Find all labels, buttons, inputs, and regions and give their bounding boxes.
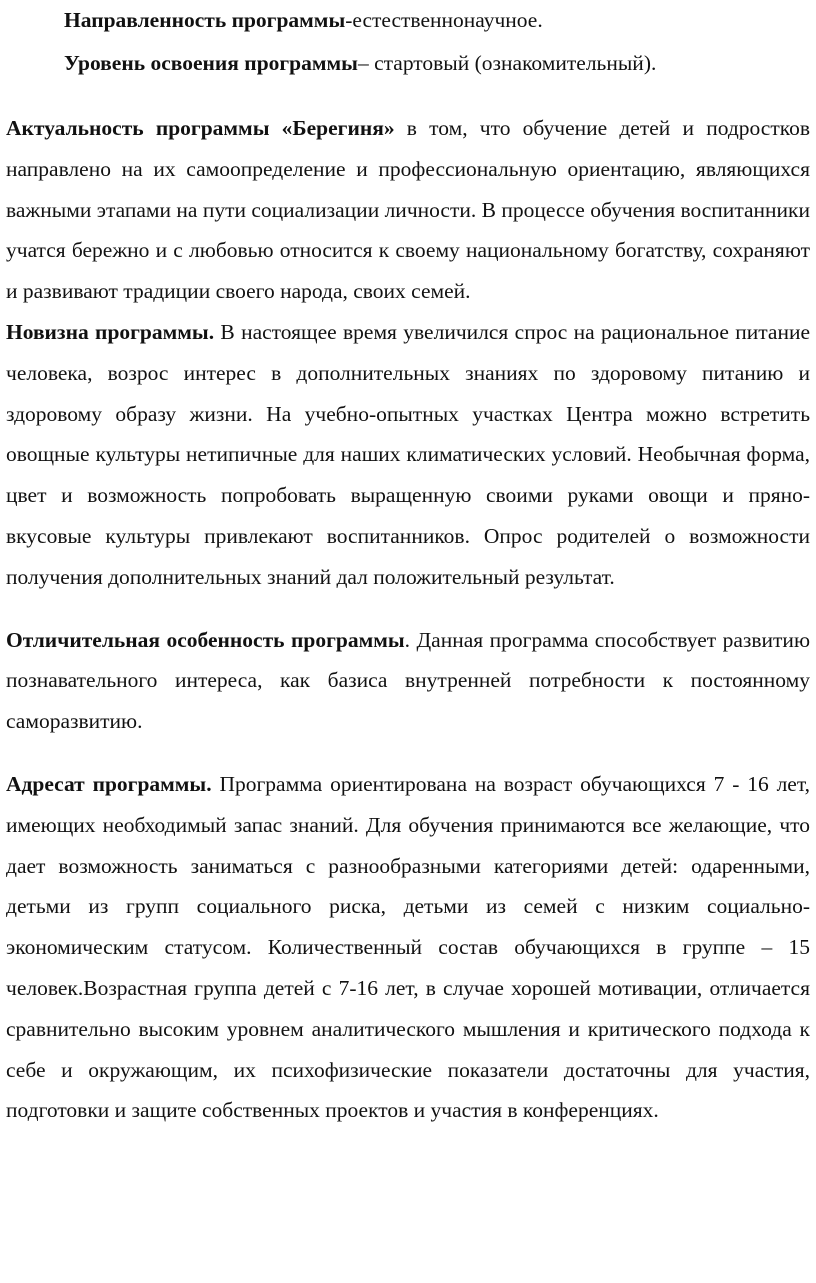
distinctive-feature-label: Отличительная особенность программы (6, 627, 405, 652)
novelty-text: В настоящее время увеличился спрос на рациональное питание человека, возрос интерес в дополнительных знаниях по здоровому питанию и здоровому образу жизни. На учебно-опытных участках Центра можно встретить овощные культуры нетипичные для наших климатических условий. Необычная форма, цвет и возможность попробовать выращенную своими руками овощи и пряно- вкусовые культуры привлекают воспитанников. Опрос родителей о возможности получения дополнительных знаний дал положительный результат. (6, 319, 811, 589)
distinctive-feature-text: . Данная программа способствует развитию познавательного интереса, как базиса внутренней потребности к постоянному саморазвитию. (6, 627, 811, 734)
audience-label: Адресат программы. (6, 771, 212, 796)
program-direction-label: Направленность программы (64, 8, 346, 32)
program-level-value: – стартовый (ознакомительный). (357, 51, 657, 75)
audience-paragraph (6, 764, 810, 1131)
program-level-line (6, 43, 810, 83)
program-direction-line (6, 0, 810, 40)
program-direction-value: -естественнонаучное. (345, 8, 543, 32)
program-level-label: Уровень освоения программы (64, 51, 358, 75)
novelty-label: Новизна программы. (6, 319, 215, 344)
distinctive-feature-paragraph (6, 620, 810, 742)
relevance-text: в том, что обучение детей и подростков направлено на их самоопределение и профессиональную ориентацию, являющихся важными этапами на пути социализации личности. В процессе обучения воспитанники учатся бережно и с любовью относится к своему национальному богатству, сохраняют и развивают традиции своего народа, своих семей. (6, 116, 810, 304)
relevance-paragraph (6, 108, 810, 312)
novelty-paragraph (6, 312, 810, 598)
relevance-label: Актуальность программы «Берегиня» (6, 116, 395, 140)
audience-text: Программа ориентирована на возраст обучающихся 7 - 16 лет, имеющих необходимый запас знаний. Для обучения принимаются все желающие, что дает возможность заниматься с разнообразными категориями детей: одаренными, детьми из групп социального риска, детьми из семей с низким социально-экономическим статусом. Количественный состав обучающихся в группе – 15 человек.Возрастная группа детей с 7-16 лет, в случае хорошей мотивации, отличается сравнительно высоким уровнем аналитического мышления и критического подхода к себе и окружающим, их психофизические показатели достаточны для участия, подготовки и защите собственных проектов и участия в конференциях. (6, 771, 810, 1123)
